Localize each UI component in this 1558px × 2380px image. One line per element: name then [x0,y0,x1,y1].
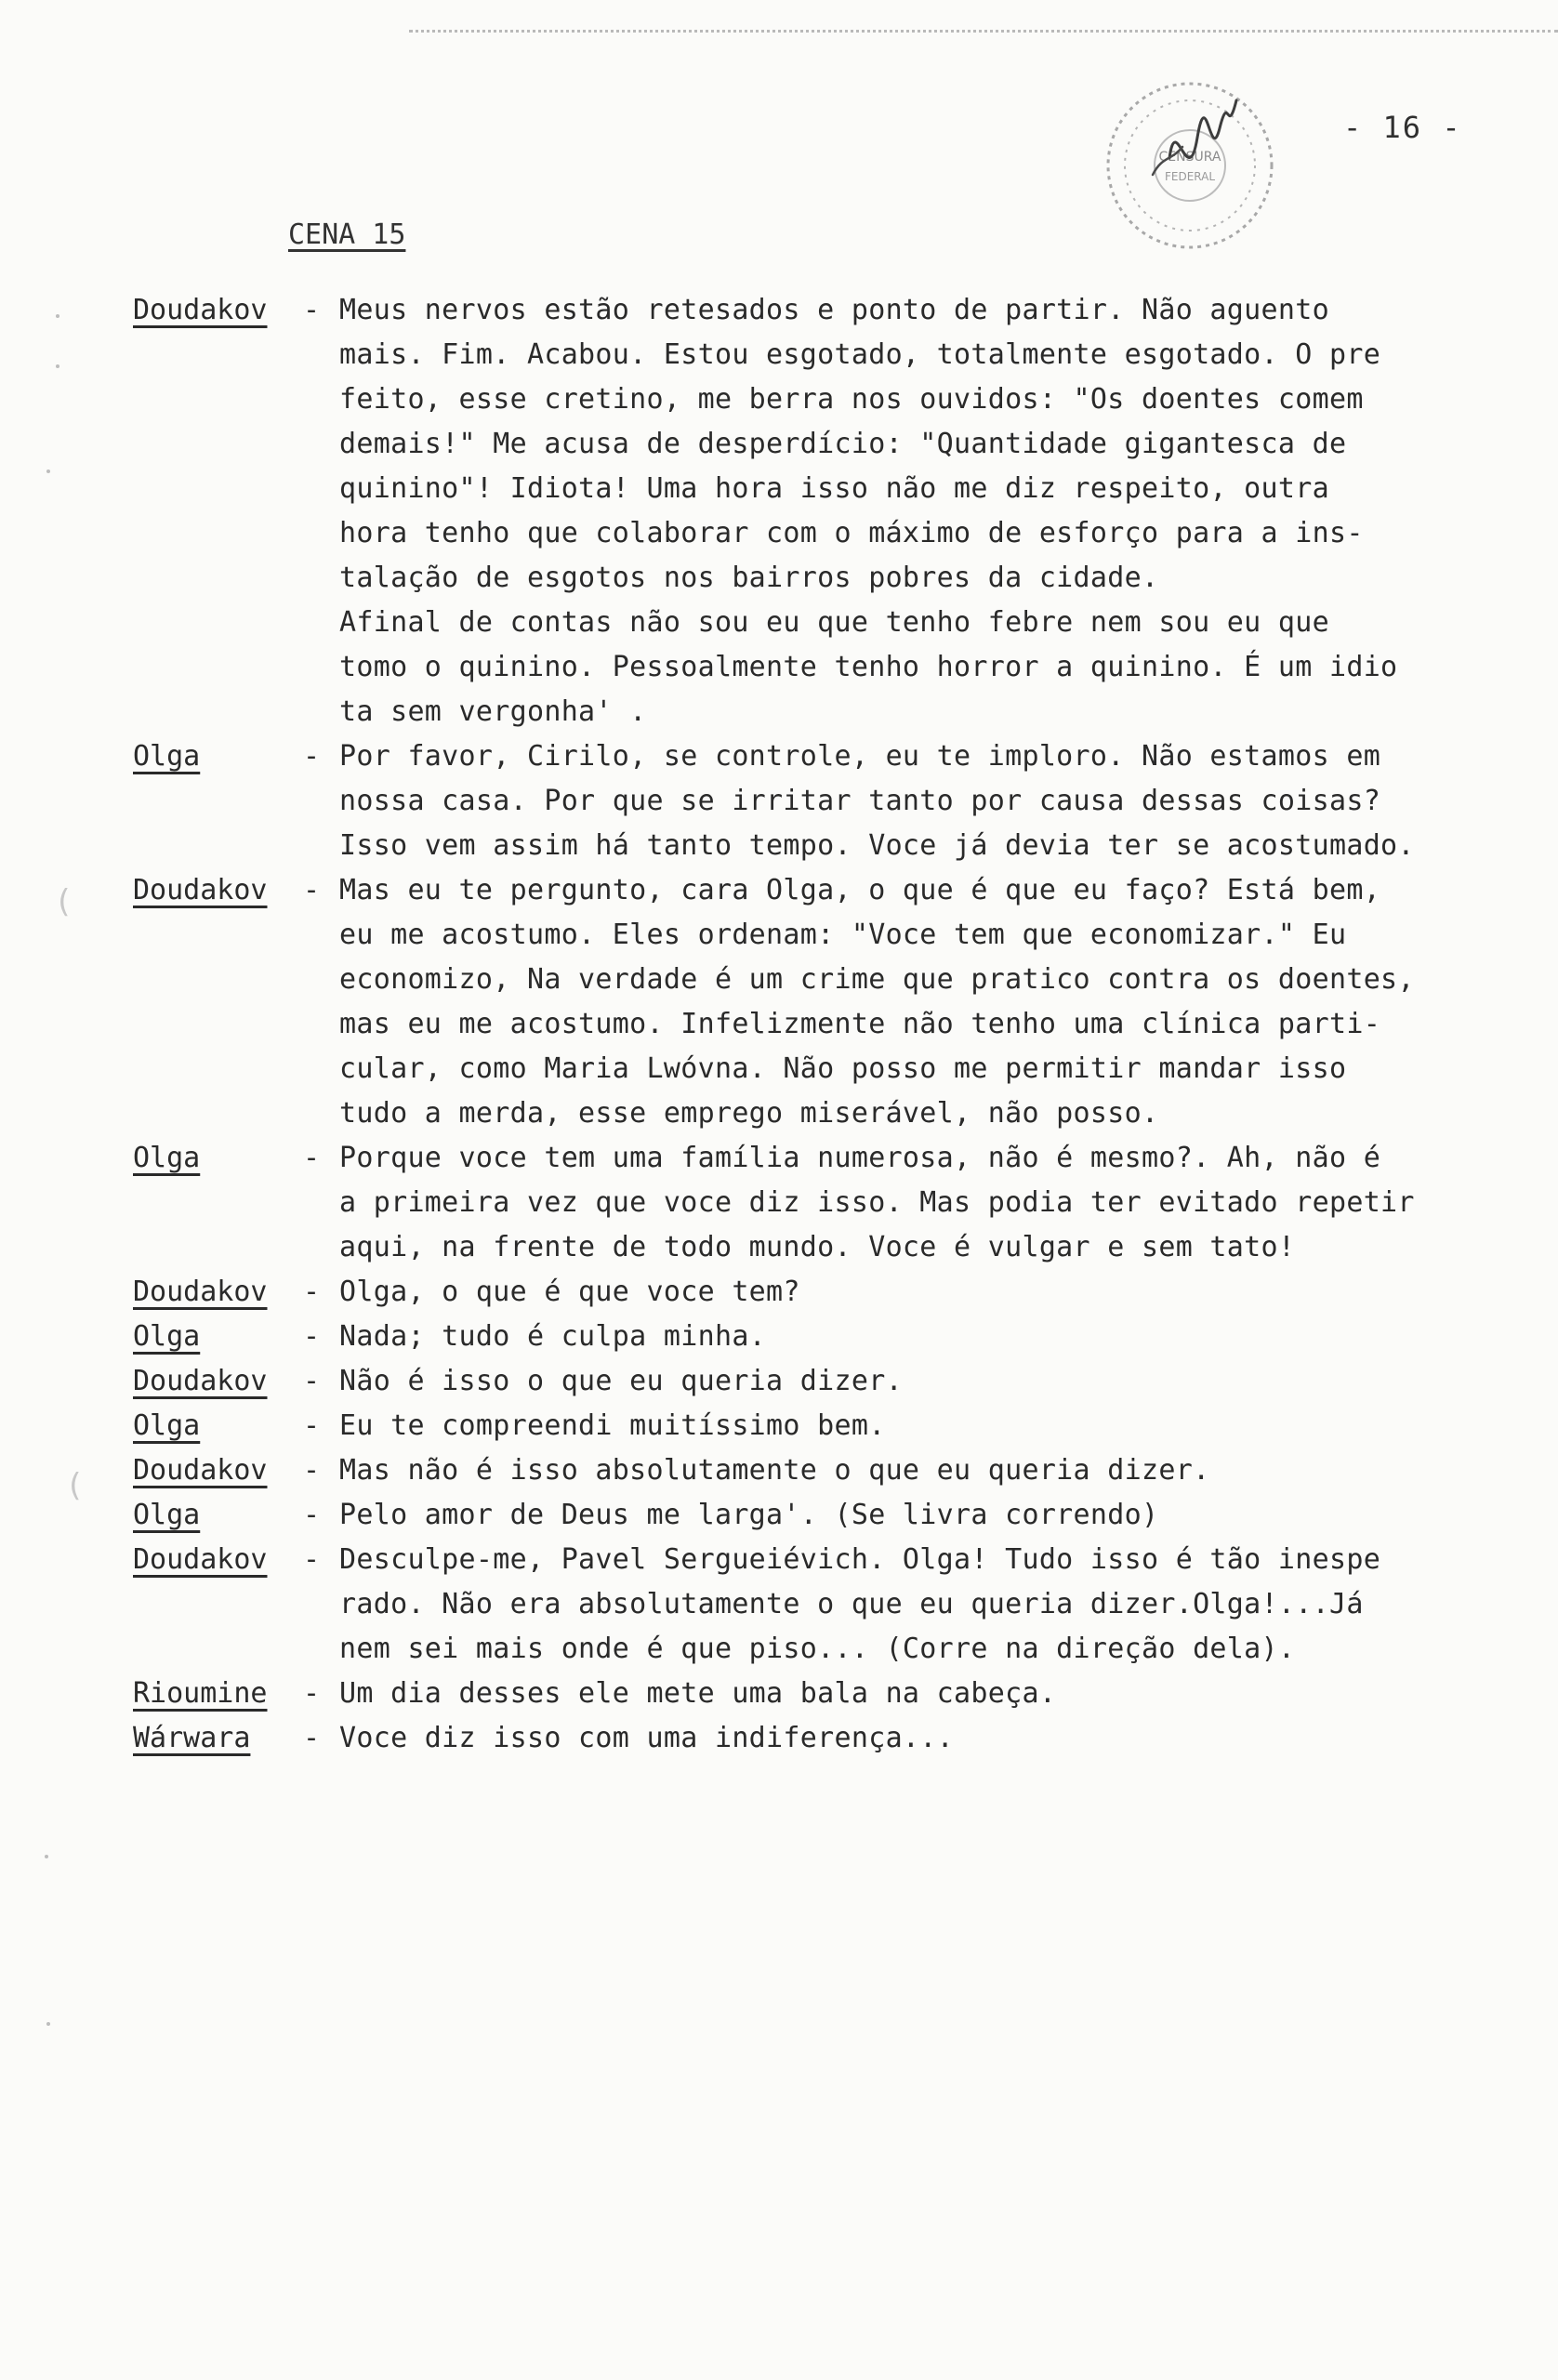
speaker-dash: - [303,294,321,326]
speech-text: Olga, o que é que voce tem? [339,1276,800,1308]
edge-speck [46,2022,50,2026]
speaker-name: Olga [133,1320,201,1353]
speech-text: Por favor, Cirilo, se controle, eu te imploro. Não estamos em nossa casa. Por que se irritar tanto por causa dessas coisas? Isso vem assim há tanto tempo. Voce já devia ter se acostumado. [339,740,1415,862]
dialogue-turn [133,1493,1499,1538]
speaker-dash: - [303,1365,321,1397]
dialogue-turn [133,1136,1499,1270]
edge-speck [46,469,50,473]
speaker-dash: - [303,740,321,773]
speech-text: Pelo amor de Deus me larga'. (Se livra correndo) [339,1499,1159,1531]
speaker-name: Doudakov [133,1454,268,1487]
speaker-dash: - [303,1409,321,1442]
scene-heading: CENA 15 [288,218,406,251]
speaker-dash: - [303,1320,321,1353]
speech-text: Desculpe-me, Pavel Sergueiévich. Olga! Tudo isso é tão inespe rado. Não era absolutamente o que eu queria dizer.Olga!...Já nem sei mais onde é que piso... (Corre na direção dela). [339,1543,1381,1665]
top-scan-rule [409,30,1558,33]
stamp-text-bottom: FEDERAL [1164,170,1216,183]
dialogue-turn [133,288,1499,734]
dialogue-turn [133,1716,1499,1761]
speech-text: Não é isso o que eu queria dizer. [339,1365,903,1397]
speech-text: Eu te compreendi muitíssimo bem. [339,1409,886,1442]
speaker-dash: - [303,1677,321,1710]
speech-text: Mas não é isso absolutamente o que eu queria dizer. [339,1454,1210,1487]
speaker-name: Doudakov [133,1365,268,1397]
speaker-name: Olga [133,1499,201,1531]
speech-text: Meus nervos estão retesados e ponto de partir. Não aguento mais. Fim. Acabou. Estou esgotado, totalmente esgotado. O pre feito, esse cretino, me berra nos ouvidos: "Os doentes comem demais!" Me acusa de desperdício: "Quantidade gigantesca de quinino"! Idiota! Uma hora isso não me diz respeito, outra hora tenho que colaborar com o máximo de esforço para a ins- talação de esgotos nos bairros pobres da cidade. Afinal de contas não sou eu que tenho febre nem sou eu que tomo o quinino. Pessoalmente tenho horror a quinino. É um idio ta sem vergonha' . [339,294,1398,728]
speaker-name: Olga [133,1142,201,1174]
dialogue-turn [133,1404,1499,1448]
dialogue-turn [133,1270,1499,1315]
dialogue-list [133,288,1499,1761]
speaker-name: Rioumine [133,1677,268,1710]
margin-paren-mark: ( [65,1467,85,1504]
dialogue-turn [133,1538,1499,1672]
dialogue-turn [133,1448,1499,1493]
dialogue-turn [133,868,1499,1136]
dialogue-turn [133,1672,1499,1716]
stamp-text-top: CENSURA [1158,150,1221,165]
speaker-name: Doudakov [133,294,268,326]
speech-text: Um dia desses ele mete uma bala na cabeça. [339,1677,1057,1710]
dialogue-turn [133,1315,1499,1359]
speaker-name: Olga [133,1409,201,1442]
dialogue-turn [133,734,1499,868]
speech-text: Nada; tudo é culpa minha. [339,1320,767,1353]
speaker-dash: - [303,1142,321,1174]
speaker-name: Doudakov [133,1276,268,1308]
speaker-name: Olga [133,740,201,773]
speech-text: Mas eu te pergunto, cara Olga, o que é que eu faço? Está bem, eu me acostumo. Eles ordenam: "Voce tem que economizar." Eu economizo, Na verdade é um crime que pratico contra os doentes, mas eu me acostumo. Infelizmente não tenho uma clínica parti- cular, como Maria Lwóvna. Não posso me permitir mandar isso tudo a merda, esse emprego miserável, não posso. [339,874,1415,1130]
speaker-dash: - [303,874,321,906]
dialogue-turn [133,1359,1499,1404]
speech-text: Voce diz isso com uma indiferença... [339,1722,955,1754]
speaker-dash: - [303,1499,321,1531]
speaker-dash: - [303,1276,321,1308]
speaker-name: Doudakov [133,874,268,906]
page-number: - 16 - [1343,110,1462,145]
speaker-name: Doudakov [133,1543,268,1576]
edge-speck [56,364,59,368]
speaker-dash: - [303,1543,321,1576]
censorship-stamp-icon [1097,73,1283,258]
speaker-dash: - [303,1454,321,1487]
censorship-stamp [1097,73,1283,258]
margin-paren-mark: ( [54,883,73,920]
speaker-dash: - [303,1722,321,1754]
speech-text: Porque voce tem uma família numerosa, não é mesmo?. Ah, não é a primeira vez que voce diz isso. Mas podia ter evitado repetir aqui, na frente de todo mundo. Voce é vulgar e sem tato! [339,1142,1415,1263]
speaker-name: Wárwara [133,1722,251,1754]
edge-speck [45,1855,48,1858]
edge-speck [56,314,59,318]
